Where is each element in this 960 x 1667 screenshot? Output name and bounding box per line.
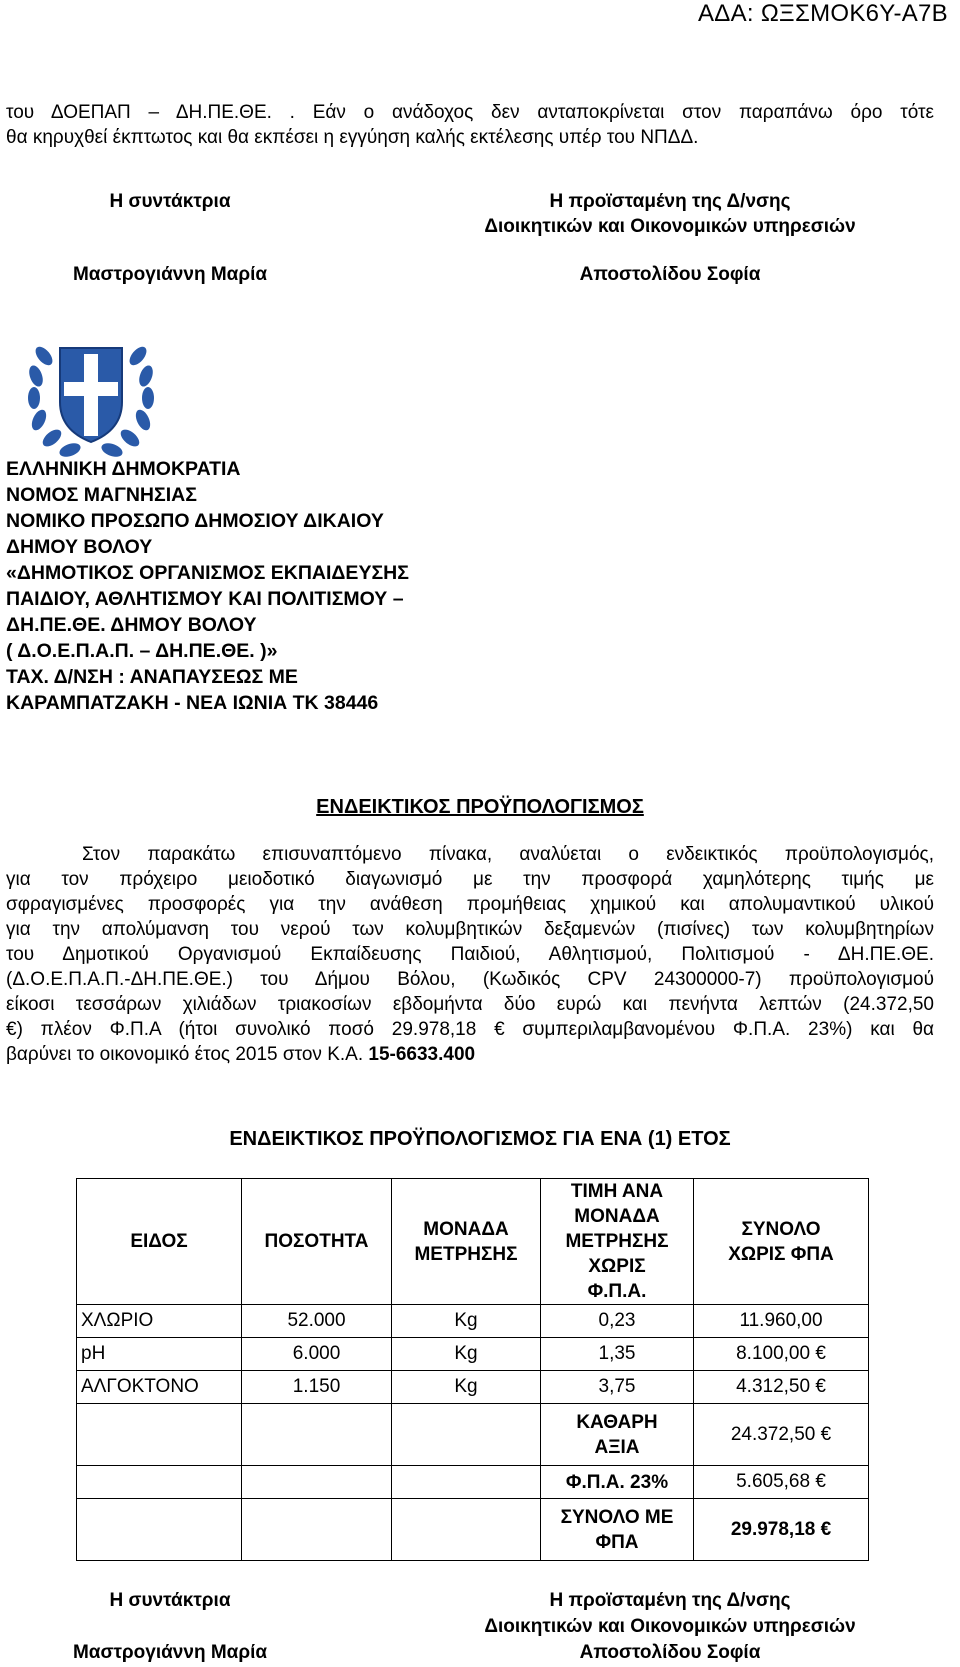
intro-line-1: του ΔΟΕΠΑΠ – ΔΗ.ΠΕ.ΘΕ. . Εάν ο ανάδοχος δεν ανταποκρίνεται στον παραπάνω όρο τότε — [6, 102, 934, 123]
gross-label-line: ΣΥΝΟΛΟ ΜΕ — [560, 1506, 674, 1528]
cell-unit: Kg — [392, 1371, 541, 1404]
budget-table — [76, 1178, 869, 1561]
empty-cell — [242, 1466, 392, 1499]
net-value-label — [541, 1404, 694, 1466]
header-price-line: ΤΙΜΗ ΑΝΑ — [570, 1181, 664, 1202]
intro-paragraph — [6, 100, 934, 150]
gross-total-label — [541, 1499, 694, 1561]
empty-cell — [392, 1499, 541, 1561]
cell-quantity: 52.000 — [242, 1305, 392, 1338]
annual-budget-title: ΕΝΔΕΙΚΤΙΚΟΣ ΠΡΟΫΠΟΛΟΓΙΣΜΟΣ ΓΙΑ ΕΝΑ (1) ΕΤΟΣ — [229, 1128, 731, 1150]
header-unit-price — [541, 1179, 694, 1305]
vat-value: 5.605,68 € — [694, 1466, 869, 1499]
net-label-line: ΚΑΘΑΡΗ — [576, 1411, 658, 1433]
signature-top-right-name: Αποστολίδου Σοφία — [579, 264, 761, 285]
budget-code: 15-6633.400 — [368, 1044, 476, 1065]
table-row — [77, 1305, 869, 1338]
empty-cell — [392, 1466, 541, 1499]
empty-cell — [242, 1499, 392, 1561]
paragraph-line: του Δημοτικού Οργανισμού Εκπαίδευσης Παιδιού, Αθλητισμού, Πολιτισμού - ΔΗ.ΠΕ.ΘΕ. — [6, 944, 934, 965]
cell-item: ΧΛΩΡΙΟ — [77, 1305, 242, 1338]
empty-cell — [77, 1404, 242, 1466]
signature-top-left-name: Μαστρογιάννη Μαρία — [72, 264, 268, 285]
signature-bottom-right-role: Η προϊσταμένη της Δ/νσης — [549, 1590, 791, 1611]
header-unit-line: ΜΟΝΑΔΑ — [423, 1218, 509, 1240]
header-item: ΕΙΔΟΣ — [77, 1179, 242, 1305]
cell-quantity: 6.000 — [242, 1338, 392, 1371]
gross-total-row — [77, 1499, 869, 1561]
signature-bottom-right-name: Αποστολίδου Σοφία — [579, 1642, 761, 1663]
cell-price: 1,35 — [541, 1338, 694, 1371]
org-line: ΚΑΡΑΜΠΑΤΖΑΚΗ - ΝΕΑ ΙΩΝΙΑ ΤΚ 38446 — [6, 692, 379, 714]
budget-paragraph — [6, 842, 934, 1067]
table-row — [77, 1371, 869, 1404]
header-price-line: ΜΕΤΡΗΣΗΣ — [565, 1231, 669, 1252]
net-value: 24.372,50 € — [694, 1404, 869, 1466]
paragraph-line: σφραγισμένες προσφορές για την ανάθεση προμήθειας χημικού και απολυμαντικού υλικού — [6, 894, 934, 915]
org-line: ΔΗ.ΠΕ.ΘΕ. ΔΗΜΟΥ ΒΟΛΟΥ — [6, 614, 257, 636]
cell-price: 3,75 — [541, 1371, 694, 1404]
org-line: ΠΑΙΔΙΟΥ, ΑΘΛΗΤΙΣΜΟΥ ΚΑΙ ΠΟΛΙΤΙΣΜΟΥ – — [6, 588, 404, 610]
intro-line-2: θα κηρυχθεί έκπτωτος και θα εκπέσει η εγγύηση καλής εκτέλεσης υπέρ του ΝΠΔΔ. — [6, 127, 699, 148]
org-line: ΝΟΜΟΣ ΜΑΓΝΗΣΙΑΣ — [6, 484, 197, 506]
vat-row — [77, 1466, 869, 1499]
paragraph-line: για την απολύμανση του νερού των κολυμβητικών δεξαμενών (πισίνες) των κολυμβητηρίων — [6, 919, 934, 940]
signature-top-right-role: Η προϊσταμένη της Δ/νσης — [549, 191, 791, 212]
cell-quantity: 1.150 — [242, 1371, 392, 1404]
signature-top-left-role: Η συντάκτρια — [109, 191, 231, 212]
table-row — [77, 1338, 869, 1371]
org-line: ΔΗΜΟΥ ΒΟΛΟΥ — [6, 536, 153, 558]
gross-label-line: ΦΠΑ — [595, 1531, 639, 1553]
vat-label: Φ.Π.Α. 23% — [541, 1466, 694, 1499]
cell-item: ΑΛΓΟΚΤΟΝΟ — [77, 1371, 242, 1404]
signature-bottom-left-name: Μαστρογιάννη Μαρία — [72, 1642, 268, 1663]
org-line: «ΔΗΜΟΤΙΚΟΣ ΟΡΓΑΝΙΣΜΟΣ ΕΚΠΑΙΔΕΥΣΗΣ — [6, 562, 409, 584]
header-price-line: ΧΩΡΙΣ — [588, 1256, 646, 1277]
cell-total: 4.312,50 € — [694, 1371, 869, 1404]
gross-total-value: 29.978,18 € — [694, 1499, 869, 1561]
cell-total: 11.960,00 — [694, 1305, 869, 1338]
org-line: ΝΟΜΙΚΟ ΠΡΟΣΩΠΟ ΔΗΜΟΣΙΟΥ ΔΙΚΑΙΟΥ — [6, 510, 384, 532]
signature-bottom-right-dept: Διοικητικών και Οικονομικών υπηρεσιών — [484, 1616, 856, 1637]
header-total-line: ΣΥΝΟΛΟ — [741, 1218, 821, 1240]
cell-unit: Kg — [392, 1305, 541, 1338]
empty-cell — [392, 1404, 541, 1466]
cell-item: pH — [77, 1338, 242, 1371]
paragraph-line: για τον πρόχειρο μειοδοτικό διαγωνισμό με την προσφορά χαμηλότερης τιμής με — [6, 869, 934, 890]
header-total — [694, 1179, 869, 1305]
header-quantity: ΠΟΣΟΤΗΤΑ — [242, 1179, 392, 1305]
empty-cell — [242, 1404, 392, 1466]
empty-cell — [77, 1499, 242, 1561]
cell-price: 0,23 — [541, 1305, 694, 1338]
org-line: ΤΑΧ. Δ/ΝΣΗ : ΑΝΑΠΑΥΣΕΩΣ ΜΕ — [6, 666, 298, 688]
header-unit-line: ΜΕΤΡΗΣΗΣ — [414, 1243, 518, 1265]
signature-bottom-left-role: Η συντάκτρια — [109, 1590, 231, 1611]
cell-unit: Kg — [392, 1338, 541, 1371]
paragraph-last-text: βαρύνει το οικονομικό έτος 2015 στον Κ.Α. — [6, 1044, 369, 1065]
budget-title — [0, 796, 960, 819]
paragraph-line: Στον παρακάτω επισυναπτόμενο πίνακα, αναλύεται ο ενδεικτικός προϋπολογισμός, — [82, 844, 934, 865]
header-price-line: Φ.Π.Α. — [587, 1281, 647, 1302]
budget-title-text: ΕΝΔΕΙΚΤΙΚΟΣ ΠΡΟΫΠΟΛΟΓΙΣΜΟΣ — [316, 796, 644, 818]
header-unit — [392, 1179, 541, 1305]
org-line: ( Δ.Ο.Ε.Π.Α.Π. – ΔΗ.ΠΕ.ΘΕ. )» — [6, 640, 278, 662]
net-label-line: ΑΞΙΑ — [594, 1436, 640, 1458]
signature-top-right-dept: Διοικητικών και Οικονομικών υπηρεσιών — [484, 216, 856, 237]
paragraph-line-last — [6, 1042, 934, 1067]
paragraph-line: €) πλέον Φ.Π.Α (ήτοι συνολικό ποσό 29.978,18 € συμπεριλαμβανομένου Φ.Π.Α. 23%) και θα — [6, 1019, 934, 1040]
header-price-line: ΜΟΝΑΔΑ — [574, 1206, 660, 1227]
empty-cell — [77, 1466, 242, 1499]
net-value-row — [77, 1404, 869, 1466]
paragraph-line: είκοσι τεσσάρων χιλιάδων τριακοσίων εβδομήντα δύο ευρώ και πενήντα λεπτών (24.372,50 — [6, 994, 934, 1015]
organization-block — [6, 456, 409, 716]
table-header-row — [77, 1179, 869, 1305]
greek-state-emblem — [24, 326, 158, 460]
org-line: ΕΛΛΗΝΙΚΗ ΔΗΜΟΚΡΑΤΙΑ — [6, 458, 241, 480]
paragraph-line: (Δ.Ο.Ε.Π.Α.Π.-ΔΗ.ΠΕ.ΘΕ.) του Δήμου Βόλου, (Κωδικός CPV 24300000-7) προϋπολογισμού — [6, 969, 934, 990]
cell-total: 8.100,00 € — [694, 1338, 869, 1371]
ada-code: ΑΔΑ: ΩΞΣΜΟΚ6Υ-Α7Β — [697, 0, 948, 27]
header-total-line: ΧΩΡΙΣ ΦΠΑ — [728, 1243, 834, 1265]
